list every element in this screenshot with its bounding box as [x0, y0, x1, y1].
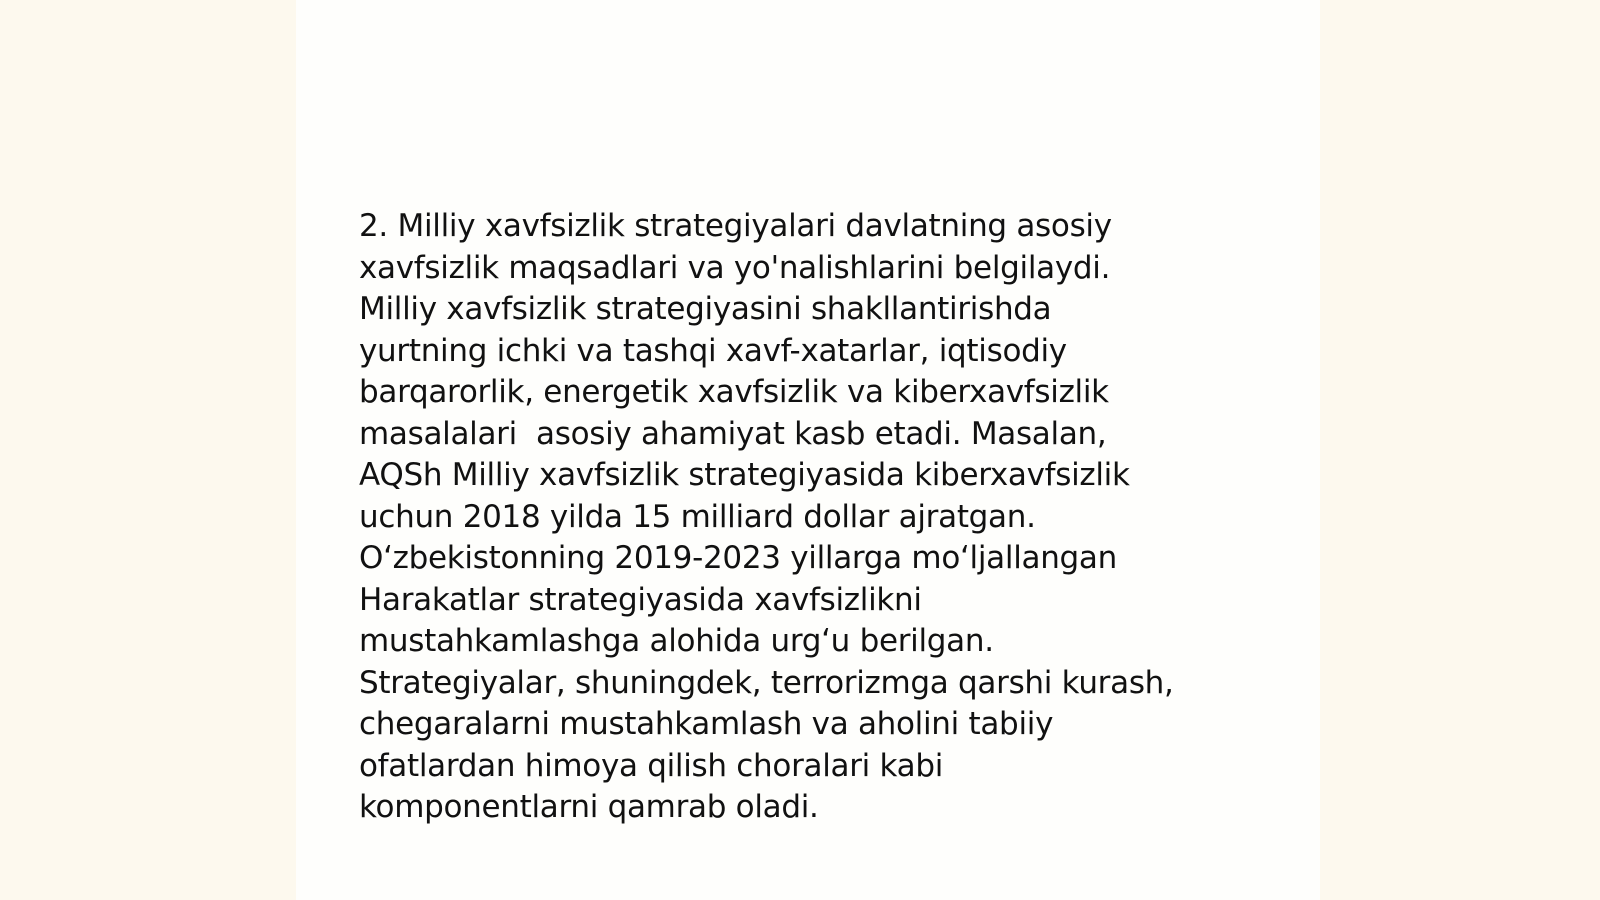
slide-body-text: 2. Milliy xavfsizlik strategiyalari davlatning asosiy xavfsizlik maqsadlari va yo'nalishlarini belgilaydi. Milliy xavfsizlik strategiyasini shakllantirishda yurtning ichki va tashqi xavf-xatarlar, iqtisodiy barqarorlik, energetik xavfsizlik va kiberxavfsizlik masalalari asosiy ahamiyat kasb etadi. Masalan, AQSh Milliy xavfsizlik strategiyasida kiberxavfsizlik uchun 2018 yilda 15 milliard dollar ajratgan. O‘zbekistonning 2019-2023 yillarga mo‘ljallangan Harakatlar strategiyasida xavfsizlikni mustahkamlashga alohida urg‘u berilgan. Strategiyalar, shuningdek, terrorizmga qarshi kurash, chegaralarni mustahkamlash va aholini tabiiy ofatlardan himoya qilish choralari kabi komponentlarni qamrab oladi. — [359, 208, 1174, 825]
slide-panel — [296, 0, 1320, 900]
